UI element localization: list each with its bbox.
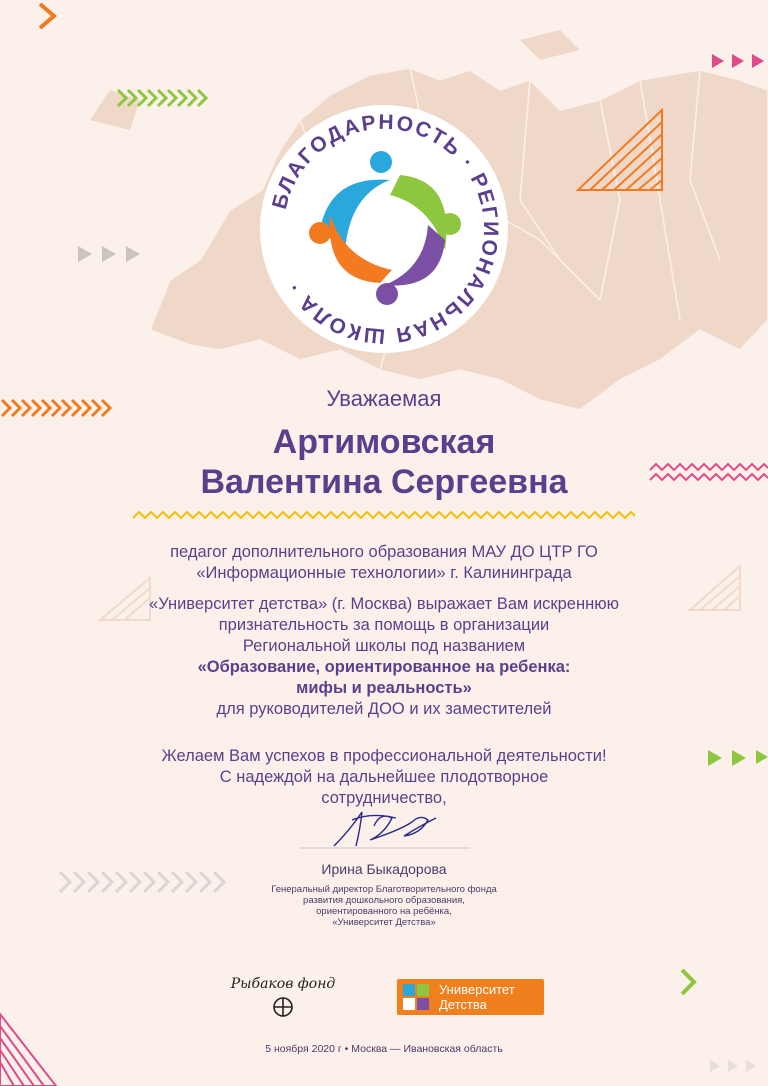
- body-line2: признательность за помощь в организации: [218, 616, 550, 634]
- footer-date: 5 ноября 2020 г: [265, 1043, 342, 1055]
- body-line4: для руководителей ДОО и их заместителей: [216, 700, 552, 718]
- recipient-name: [0, 422, 768, 502]
- footer-separator: •: [344, 1043, 349, 1055]
- signer-name: Ирина Быкадорова: [321, 861, 447, 877]
- signature: [300, 812, 470, 848]
- signer-title-line3: ориентированного на ребёнка,: [316, 906, 452, 917]
- body-line1: «Университет детства» (г. Москва) выражает Вам искреннюю: [149, 595, 619, 613]
- footer: [0, 1043, 768, 1055]
- wish-line1: Желаем Вам успехов в профессиональной деятельности!: [161, 747, 607, 765]
- ud-line2: Детства: [439, 997, 487, 1012]
- position-line1: педагог дополнительного образования МАУ ДО ЦТР ГО: [170, 543, 598, 561]
- footer-place: Москва — Ивановская область: [351, 1043, 503, 1055]
- university-of-childhood-label: [439, 982, 515, 1012]
- position-line2: «Информационные технологии» г. Калининграда: [196, 564, 572, 582]
- green-chevron-icon: [682, 970, 694, 994]
- signer-title-line4: «Университет Детства»: [332, 917, 436, 928]
- recipient-position: [0, 542, 768, 584]
- orange-chevron-icon: [40, 4, 54, 28]
- body-line3: Региональной школы под названием: [242, 637, 526, 655]
- wish-line2: С надеждой на дальнейшее плодотворное: [219, 768, 549, 786]
- wishes-text: [0, 746, 768, 809]
- recipient-name-line2: Валентина Сергеевна: [200, 463, 568, 501]
- puzzle-icon: [403, 984, 431, 1010]
- wish-line3: сотрудничество,: [321, 789, 447, 807]
- school-title-line1: «Образование, ориентированное на ребенка:: [197, 658, 571, 676]
- signer-title-line2: развития дошкольного образования,: [303, 895, 465, 906]
- rybakov-fund-label: Рыбаков фонд: [230, 976, 336, 992]
- gray-triangles-left: [78, 246, 140, 262]
- university-of-childhood-logo: [397, 979, 544, 1015]
- rybakov-fund-logo: [222, 972, 352, 1022]
- school-title-line2: мифы и реальность»: [296, 679, 472, 697]
- pink-triangles-top: [712, 54, 764, 68]
- yellow-zigzag-divider: [133, 512, 635, 518]
- signer-title-line1: Генеральный директор Благотворительного фонда: [271, 884, 497, 895]
- recipient-name-line1: Артимовская: [272, 423, 496, 461]
- faint-triangles-bottom: [710, 1060, 756, 1072]
- signer-title: [0, 884, 768, 928]
- logo-ring-text: БЛАГОДАРНОСТЬ · РЕГИОНАЛЬНАЯ ШКОЛА ·: [268, 110, 503, 348]
- greeting: Уважаемая: [326, 386, 442, 411]
- ud-line1: Университет: [439, 982, 515, 997]
- regional-school-logo: [260, 105, 508, 353]
- gratitude-text: [0, 594, 768, 720]
